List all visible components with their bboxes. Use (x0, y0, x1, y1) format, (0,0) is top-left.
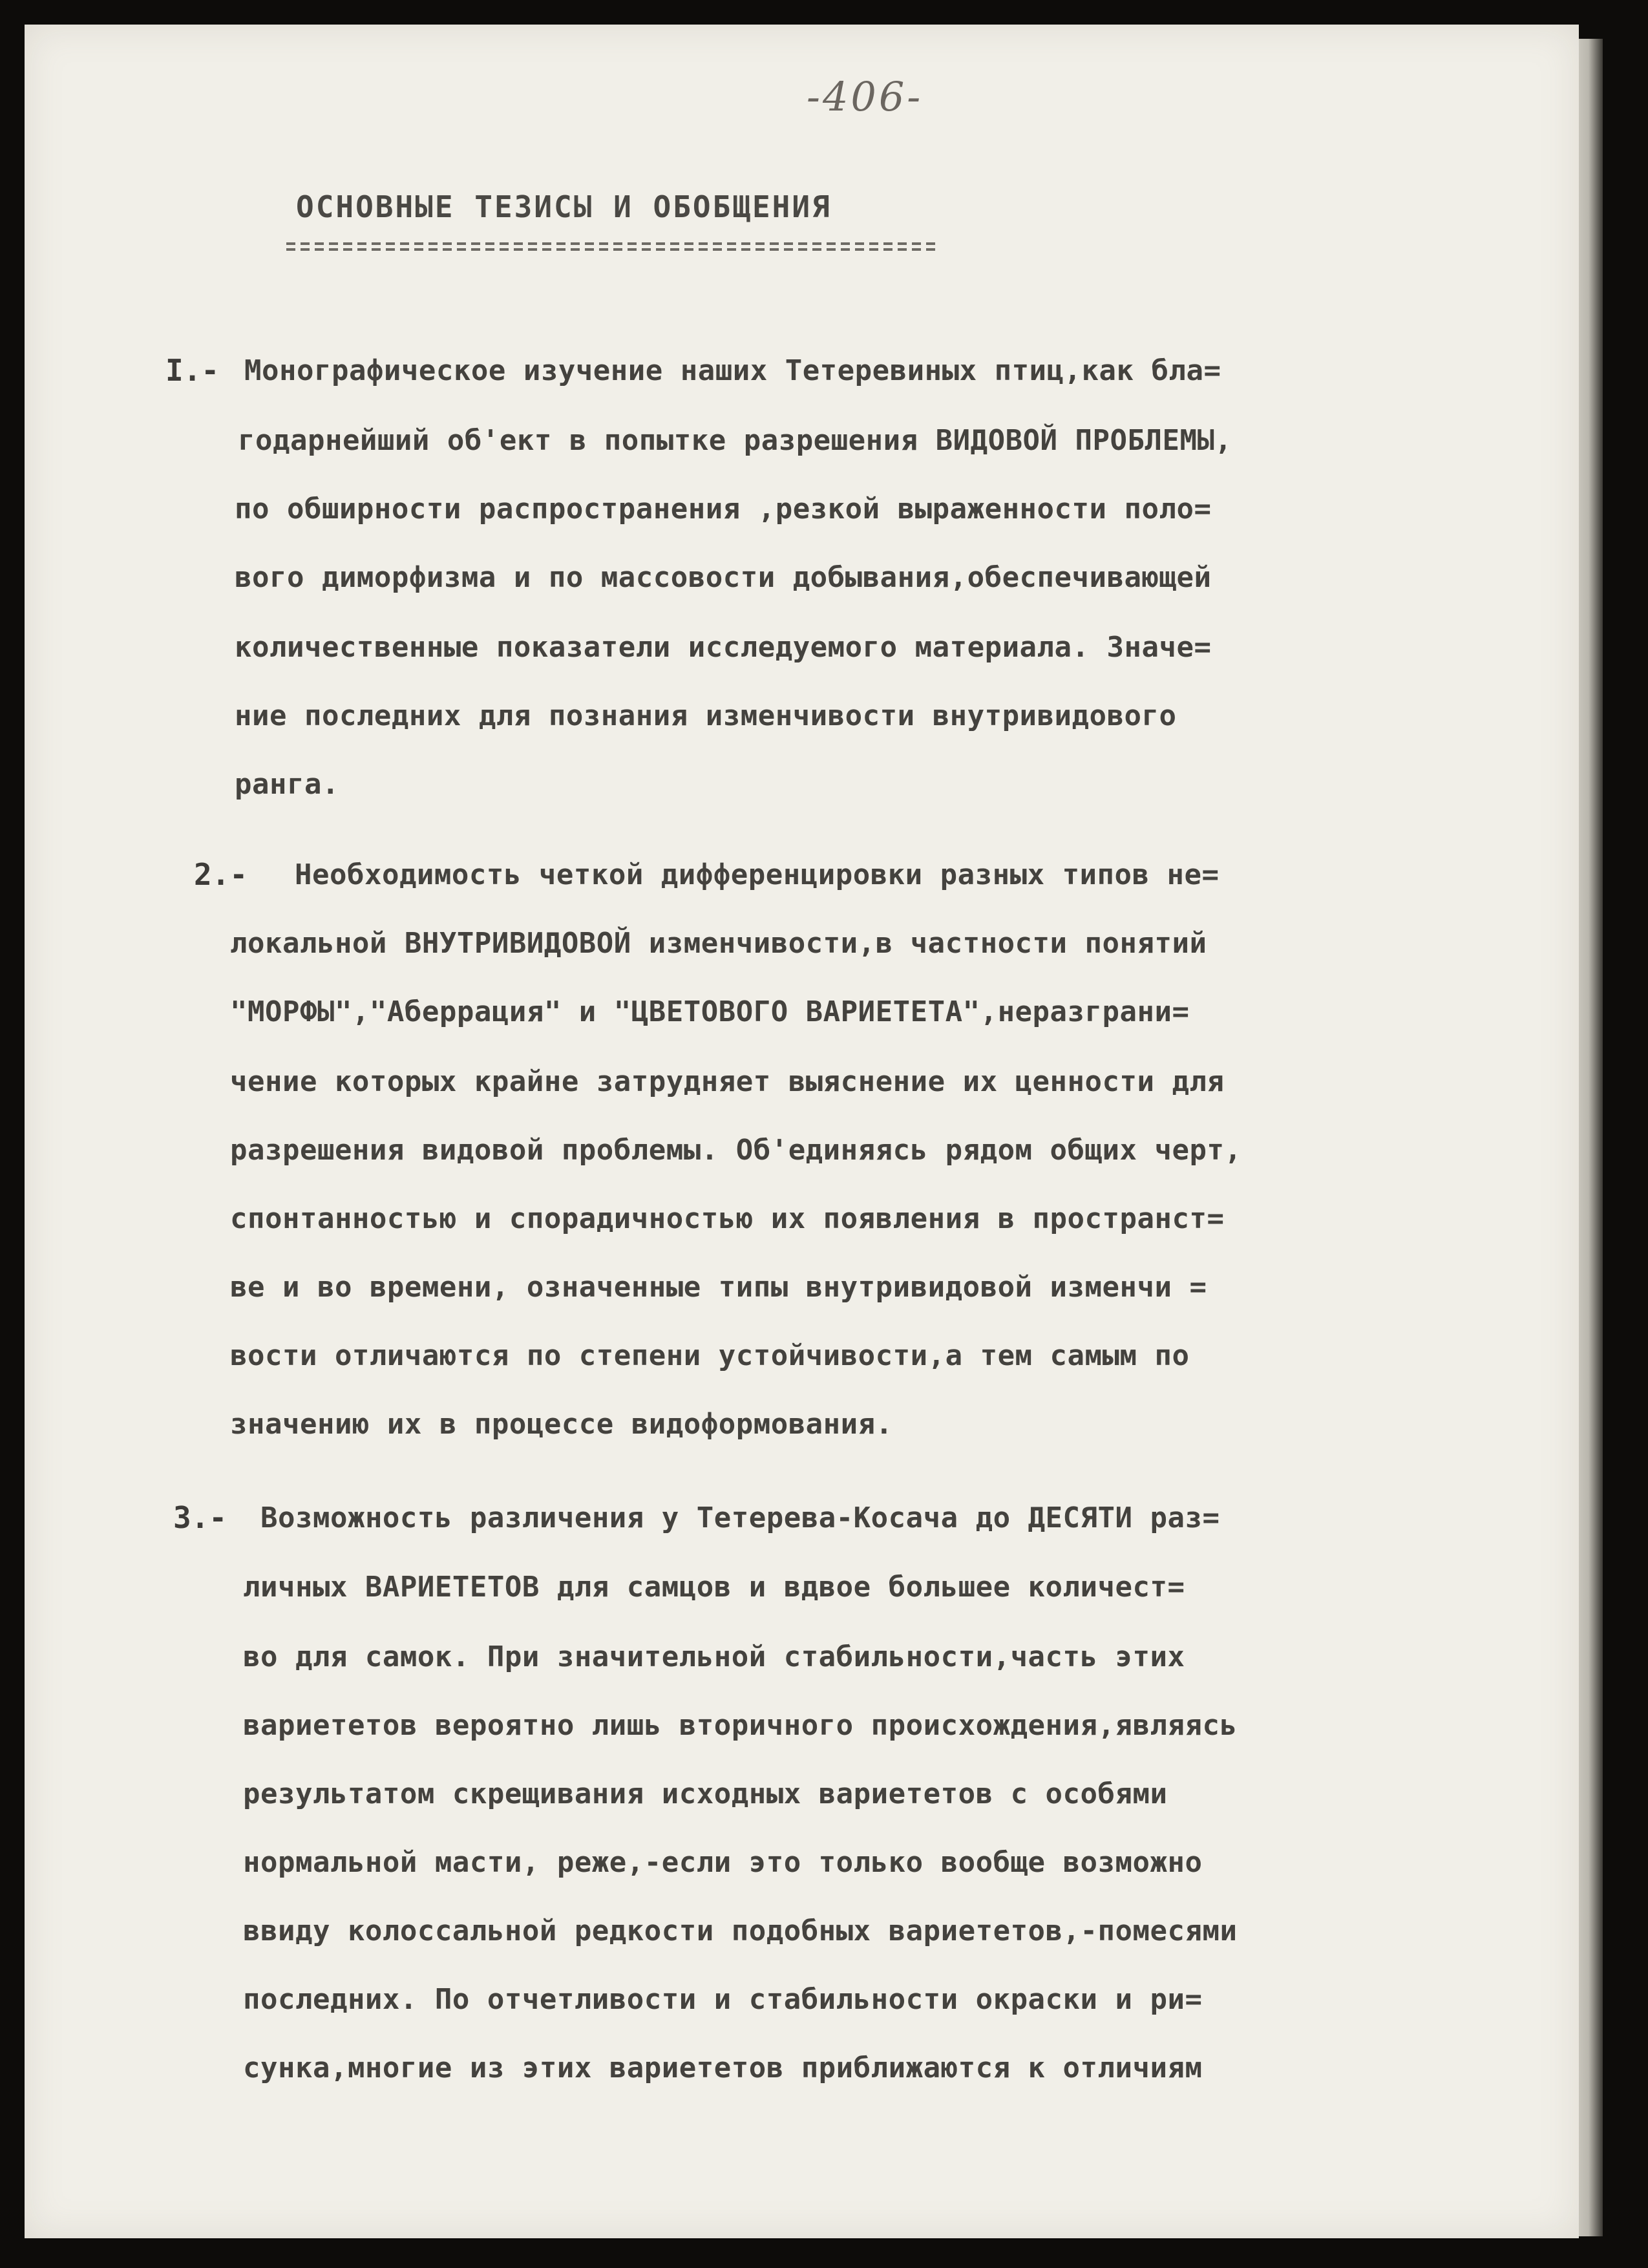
paper-sheet (25, 25, 1579, 2238)
thesis-3-line: во для самок. При значительной стабильности,часть этих (243, 1640, 1185, 1673)
thesis-1-line: количественные показатели исследуемого материала. Значе= (235, 631, 1212, 664)
typewritten-text (25, 25, 1579, 2238)
thesis-2-line: локальной ВНУТРИВИДОВОЙ изменчивости,в частности понятий (230, 927, 1207, 960)
thesis-3-line: Возможность различения у Тетерева-Косача до ДЕСЯТИ раз= (260, 1501, 1220, 1534)
title-underline (286, 242, 936, 251)
thesis-1-line: ранга. (235, 768, 339, 801)
thesis-3-line: результатом скрещивания исходных вариететов с особями (243, 1777, 1168, 1810)
thesis-3-line: сунка,многие из этих вариететов приближаются к отличиям (243, 2051, 1203, 2084)
thesis-2-number: 2.- (194, 857, 248, 892)
thesis-2-line: ве и во времени, означенные типы внутривидовой изменчи = (230, 1271, 1207, 1304)
thesis-1-line: по обширности распространения ,резкой выраженности поло= (235, 493, 1212, 525)
document-title: ОСНОВНЫЕ ТЕЗИСЫ И ОБОБЩЕНИЯ (296, 189, 832, 224)
thesis-3-line: последних. По отчетливости и стабильности окраски и ри= (243, 1983, 1203, 2016)
thesis-1-line: Монографическое изучение наших Тетеревиных птиц,как бла= (244, 354, 1221, 387)
thesis-2-line: спонтанностью и спорадичностью их появления в пространст= (230, 1202, 1225, 1235)
thesis-1-line: вого диморфизма и по массовости добывания,обеспечивающей (235, 561, 1212, 594)
thesis-3-number: 3.- (173, 1500, 227, 1535)
thesis-1-line: годарнейший об'ект в попытке разрешения ВИДОВОЙ ПРОБЛЕМЫ, (238, 424, 1232, 457)
thesis-1-line: ние последних для познания изменчивости внутривидового (235, 699, 1177, 732)
thesis-2-line: Необходимость четкой дифференцировки разных типов не= (295, 858, 1220, 891)
thesis-3-line: ввиду колоссальной редкости подобных вариететов,-помесями (243, 1914, 1238, 1947)
thesis-3-line: вариететов вероятно лишь вторичного происхождения,являясь (243, 1709, 1238, 1742)
thesis-2-line: разрешения видовой проблемы. Об'единяясь рядом общих черт, (230, 1134, 1242, 1167)
thesis-2-line: значению их в процессе видоформования. (230, 1408, 893, 1441)
thesis-2-line: чение которых крайне затрудняет выяснение их ценности для (230, 1065, 1225, 1098)
thesis-3-line: нормальной масти, реже,-если это только вообще возможно (243, 1846, 1203, 1879)
thesis-2-line: "МОРФЫ","Аберрация" и "ЦВЕТОВОГО ВАРИЕТЕТА",неразграни= (230, 995, 1190, 1028)
page-number: -406- (807, 73, 924, 120)
thesis-1-number: I.- (165, 353, 220, 388)
thesis-2-line: вости отличаются по степени устойчивости,а тем самым по (230, 1339, 1190, 1372)
thesis-3-line: личных ВАРИЕТЕТОВ для самцов и вдвое большее количест= (243, 1571, 1185, 1604)
